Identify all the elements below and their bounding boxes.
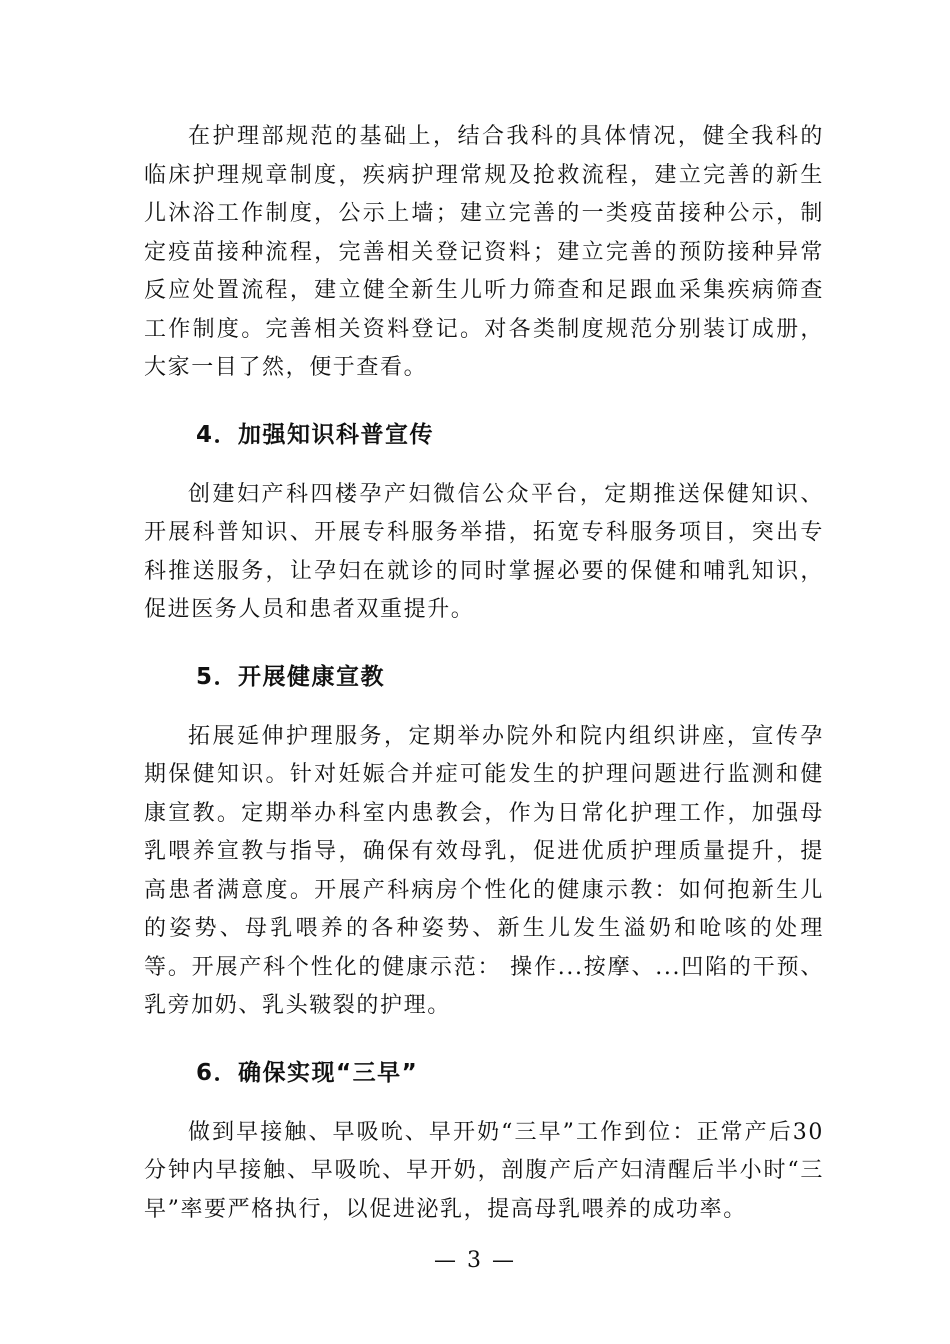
- document-body: [144, 118, 824, 1229]
- spacer: [144, 630, 824, 658]
- paragraph-section-5: 拓展延伸护理服务，定期举办院外和院内组织讲座，宣传孕期保健知识。针对妊娠合并症可能发生的护理问题进行监测和健康宣教。定期举办科室内患教会，作为日常化护理工作，加强母乳喂养宣教与指导，确保有效母乳，促进优质护理质量提升，提高患者满意度。开展产科病房个性化的健康示教：如何抱新生儿的姿势、母乳喂养的各种姿势、新生儿发生溢奶和呛咳的处理等。开展产科个性化的健康示范： 操作...按摩、...凹陷的干预、乳旁加奶、乳头皲裂的护理。: [144, 723, 824, 1018]
- section-heading-5: 5．开展健康宣教: [196, 663, 386, 690]
- paragraph-section-6: 做到早接触、早吸吮、早开奶“三早”工作到位：正常产后30分钟内早接触、早吸吮、早开奶，剖腹产后产妇清醒后半小时“三早”率要严格执行，以促进泌乳，提高母乳喂养的成功率。: [144, 1119, 824, 1222]
- spacer: [144, 696, 824, 718]
- paragraph-section-4: 创建妇产科四楼孕产妇微信公众平台，定期推送保健知识、开展科普知识、开展专科服务举措，拓宽专科服务项目，突出专科推送服务，让孕妇在就诊的同时掌握必要的保健和哺乳知识，促进医务人员和患者双重提升。: [144, 481, 824, 622]
- spacer: [144, 388, 824, 416]
- spacer: [144, 1026, 824, 1054]
- paragraph-intro: 在护理部规范的基础上，结合我科的具体情况，健全我科的临床护理规章制度，疾病护理常规及抢救流程，建立完善的新生儿沐浴工作制度，公示上墙；建立完善的一类疫苗接种公示，制定疫苗接种流程，完善相关登记资料；建立完善的预防接种异常反应处置流程，建立健全新生儿听力筛查和足跟血采集疾病筛查工作制度。完善相关资料登记。对各类制度规范分别装订成册，大家一目了然，便于查看。: [144, 124, 824, 380]
- spacer: [144, 454, 824, 476]
- page-number: — 3 —: [434, 1248, 516, 1273]
- section-heading-6: 6．确保实现“三早”: [196, 1059, 419, 1086]
- section-heading-4: 4．加强知识科普宣传: [196, 421, 435, 448]
- spacer: [144, 1092, 824, 1114]
